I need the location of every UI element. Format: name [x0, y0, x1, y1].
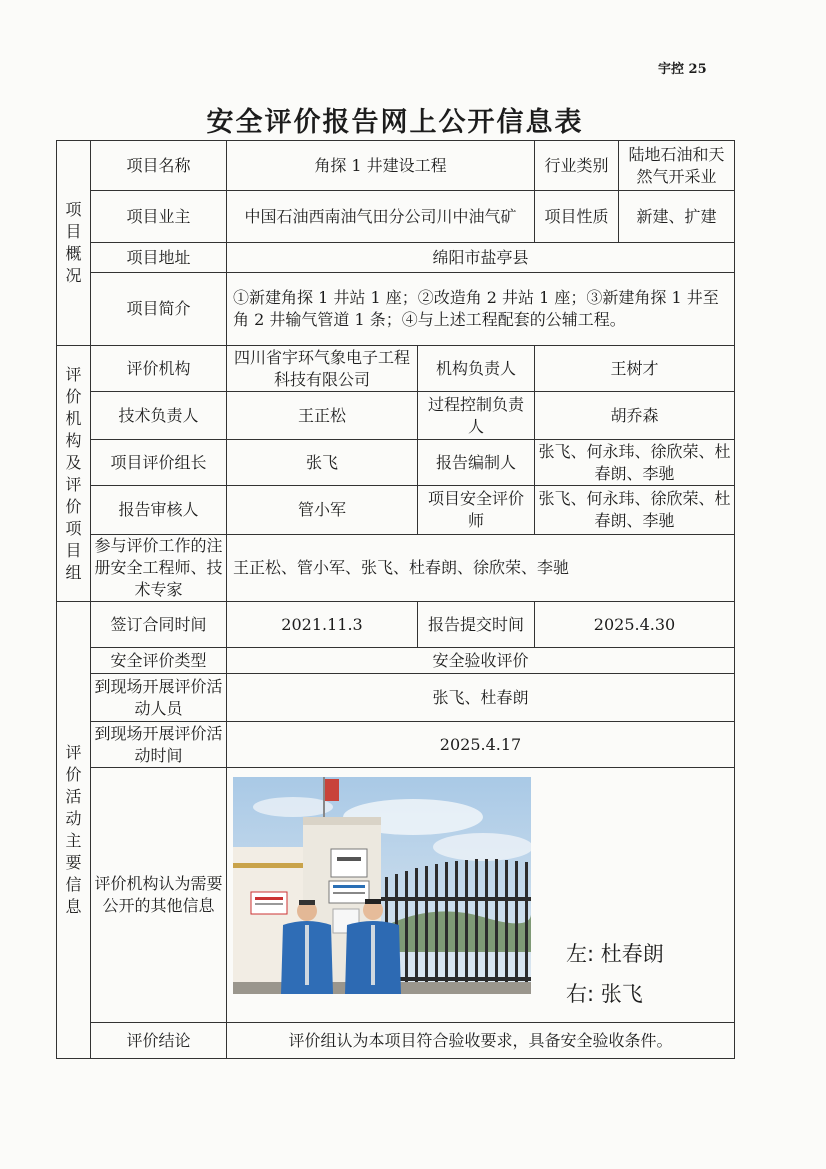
value-nature: 新建、扩建	[619, 191, 735, 243]
section-activity: 评 价 活 动 主 要 信 息	[57, 602, 91, 1059]
value-team-leader: 张飞	[227, 440, 418, 486]
value-org-head: 王树才	[535, 346, 735, 392]
value-safety-evaluator: 张飞、何永玮、徐欣荣、杜春朗、李驰	[535, 486, 735, 535]
other-info-cell	[227, 768, 735, 1023]
value-contract-date: 2021.11.3	[227, 602, 418, 648]
value-industry: 陆地石油和天然气开采业	[619, 141, 735, 191]
label-reviewer: 报告审核人	[91, 486, 227, 535]
photo-caption-right: 右: 张飞	[566, 982, 643, 1006]
value-conclusion: 评价组认为本项目符合验收要求，具备安全验收条件。	[227, 1023, 735, 1059]
photo-caption-left: 左: 杜春朗	[566, 942, 664, 966]
value-tech-head: 王正松	[227, 392, 418, 440]
label-address: 项目地址	[91, 243, 227, 273]
value-eval-type: 安全验收评价	[227, 648, 735, 674]
label-tech-head: 技术负责人	[91, 392, 227, 440]
section-org: 评 价 机 构 及 评 价 项 目 组	[57, 346, 91, 602]
label-project-name: 项目名称	[91, 141, 227, 191]
label-org-head: 机构负责人	[418, 346, 535, 392]
value-submit-date: 2025.4.30	[535, 602, 735, 648]
label-site-date: 到现场开展评价活动时间	[91, 722, 227, 768]
label-owner: 项目业主	[91, 191, 227, 243]
label-industry: 行业类别	[535, 141, 619, 191]
label-site-staff: 到现场开展评价活动人员	[91, 674, 227, 722]
label-contract-date: 签订合同时间	[91, 602, 227, 648]
site-photo	[233, 777, 531, 994]
value-compiler: 张飞、何永玮、徐欣荣、杜春朗、李驰	[535, 440, 735, 486]
info-table	[56, 140, 735, 1059]
label-summary: 项目简介	[91, 273, 227, 346]
document-code: 宇控 25	[658, 62, 707, 77]
label-conclusion: 评价结论	[91, 1023, 227, 1059]
value-site-staff: 张飞、杜春朗	[227, 674, 735, 722]
value-address: 绵阳市盐亭县	[227, 243, 735, 273]
value-owner: 中国石油西南油气田分公司川中油气矿	[227, 191, 535, 243]
value-eval-org: 四川省宇环气象电子工程科技有限公司	[227, 346, 418, 392]
label-compiler: 报告编制人	[418, 440, 535, 486]
page-title: 安全评价报告网上公开信息表	[206, 107, 584, 138]
label-safety-evaluator: 项目安全评价师	[418, 486, 535, 535]
value-summary: ①新建角探 1 井站 1 座；②改造角 2 井站 1 座；③新建角探 1 井至角 2 井输气管道 1 条；④与上述工程配套的公辅工程。	[227, 273, 735, 346]
value-reviewer: 管小军	[227, 486, 418, 535]
section-overview: 项 目 概 况	[57, 141, 91, 346]
value-site-date: 2025.4.17	[227, 722, 735, 768]
label-eval-type: 安全评价类型	[91, 648, 227, 674]
value-participants: 王正松、管小军、张飞、杜春朗、徐欣荣、李驰	[227, 535, 735, 602]
label-nature: 项目性质	[535, 191, 619, 243]
label-submit-date: 报告提交时间	[418, 602, 535, 648]
value-project-name: 角探 1 井建设工程	[227, 141, 535, 191]
label-eval-org: 评价机构	[91, 346, 227, 392]
label-team-leader: 项目评价组长	[91, 440, 227, 486]
value-process-head: 胡乔森	[535, 392, 735, 440]
label-other-info: 评价机构认为需要公开的其他信息	[91, 768, 227, 1023]
label-process-head: 过程控制负责人	[418, 392, 535, 440]
label-participants: 参与评价工作的注册安全工程师、技术专家	[91, 535, 227, 602]
